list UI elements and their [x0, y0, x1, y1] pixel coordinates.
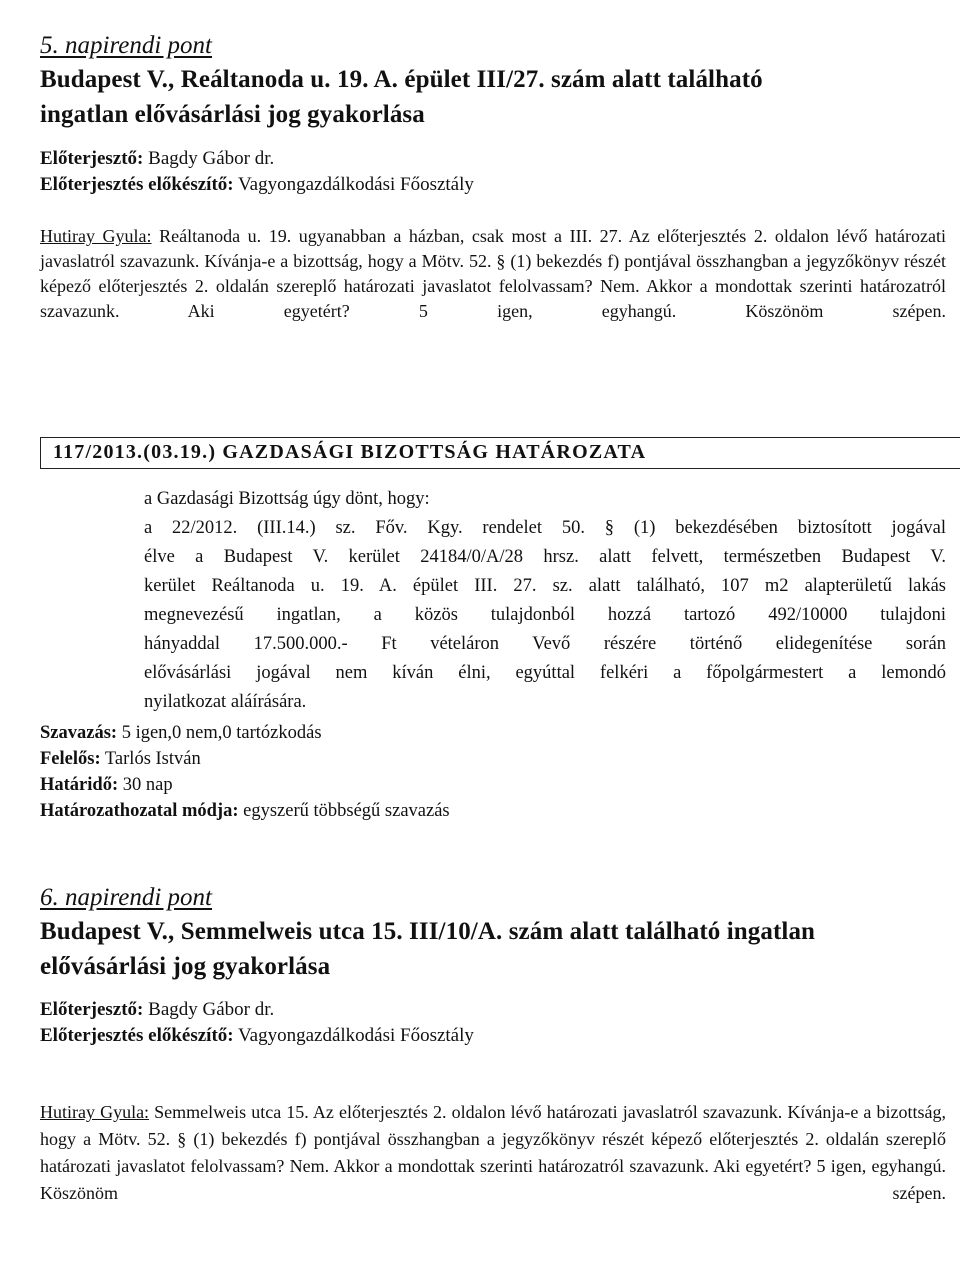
section-5-preparer [40, 174, 474, 196]
decision-line-4: kerület Reáltanoda u. 19. A. épület III. 27. sz. alatt található, 107 m2 alapterületű lakás [144, 576, 946, 596]
responsible-value: Tarlós István [104, 749, 201, 769]
decision-line-6: hányaddal 17.500.000.- Ft vételáron Vevő részére történő elidegenítése során [144, 634, 946, 654]
section-5-number: 5. napirendi pont [40, 32, 212, 59]
deadline-label: Határidő: [40, 775, 119, 795]
section-6-title-line-1: Budapest V., Semmelweis utca 15. III/10/A. szám alatt található ingatlan [40, 918, 816, 945]
section-5-speech [40, 224, 946, 324]
decision-line-3: élve a Budapest V. kerület 24184/0/A/28 hrsz. alatt felvett, természetben Budapest V. [144, 547, 946, 567]
section-6-preparer [40, 1025, 474, 1047]
preparer-name: Vagyongazdálkodási Főosztály [238, 1025, 474, 1046]
mode-value: egyszerű többségű szavazás [243, 801, 450, 821]
section-6-number: 6. napirendi pont [40, 884, 212, 911]
vote-row [40, 723, 322, 744]
speaker-name: Hutiray Gyula: [40, 226, 152, 246]
section-6-presenter [40, 999, 274, 1021]
speech-text: Reáltanoda u. 19. ugyanabban a házban, csak most a III. 27. Az előterjesztés 2. oldalon lévő határozati javaslatról szavazunk. Kívánja-e a bizottság, hogy a Mötv. 52. § (1) bekezdés f) pontjával összhangban a jegyzőkönyv részét képező előterjesztés 2. oldalán szereplő határozati javaslatot felolvassam? Nem. Akkor a mondottak szerinti határozatról szavazunk. Aki egyetért? 5 igen, egyhangú. Köszönöm szépen. [40, 226, 946, 321]
vote-label: Szavazás: [40, 723, 118, 743]
responsible-label: Felelős: [40, 749, 101, 769]
decision-line-8: nyilatkozat aláírására. [144, 692, 307, 712]
preparer-label: Előterjesztés előkészítő: [40, 174, 234, 195]
section-5-title-line-2: ingatlan elővásárlási jog gyakorlása [40, 101, 425, 128]
presenter-name: Bagdy Gábor dr. [148, 999, 275, 1020]
speech-text: Semmelweis utca 15. Az előterjesztés 2. oldalon lévő határozati javaslatról szavazunk. Kívánja-e a bizottság, hogy a Mötv. 52. § (1) bekezdés f) pontjával összhangban a jegyzőkönyv részét képező előterjesztés 2. oldalán szereplő határozati javaslatot felolvassam? Nem. Akkor a mondottak szerinti határozatról szavazunk. Aki egyetért? 5 igen, egyhangú. Köszönöm szépen. [40, 1102, 946, 1203]
decision-title-box [40, 437, 960, 469]
presenter-label: Előterjesztő: [40, 148, 144, 169]
section-6-title-line-2: elővásárlási jog gyakorlása [40, 953, 331, 980]
decision-line-1: a Gazdasági Bizottság úgy dönt, hogy: [144, 489, 430, 509]
preparer-label: Előterjesztés előkészítő: [40, 1025, 234, 1046]
decision-line-2: a 22/2012. (III.14.) sz. Főv. Kgy. rendelet 50. § (1) bekezdésében biztosított jogával [144, 518, 946, 538]
vote-value: 5 igen,0 nem,0 tartózkodás [121, 723, 322, 743]
decision-title: 117/2013.(03.19.) GAZDASÁGI BIZOTTSÁG HATÁROZATA [53, 441, 647, 463]
decision-line-7: elővásárlási jogával nem kíván élni, egyúttal felkéri a főpolgármestert a lemondó [144, 663, 946, 683]
mode-label: Határozathozatal módja: [40, 801, 239, 821]
decision-line-5: megnevezésű ingatlan, a közös tulajdonból hozzá tartozó 492/10000 tulajdoni [144, 605, 946, 625]
section-5-title-line-1: Budapest V., Reáltanoda u. 19. A. épület III/27. szám alatt található [40, 66, 763, 93]
section-5-presenter [40, 148, 274, 170]
deadline-value: 30 nap [122, 775, 173, 795]
section-6-speech [40, 1099, 946, 1207]
deadline-row [40, 775, 173, 796]
preparer-name: Vagyongazdálkodási Főosztály [238, 174, 474, 195]
mode-row [40, 801, 450, 822]
responsible-row [40, 749, 201, 770]
presenter-name: Bagdy Gábor dr. [148, 148, 275, 169]
presenter-label: Előterjesztő: [40, 999, 144, 1020]
speaker-name: Hutiray Gyula: [40, 1102, 150, 1122]
